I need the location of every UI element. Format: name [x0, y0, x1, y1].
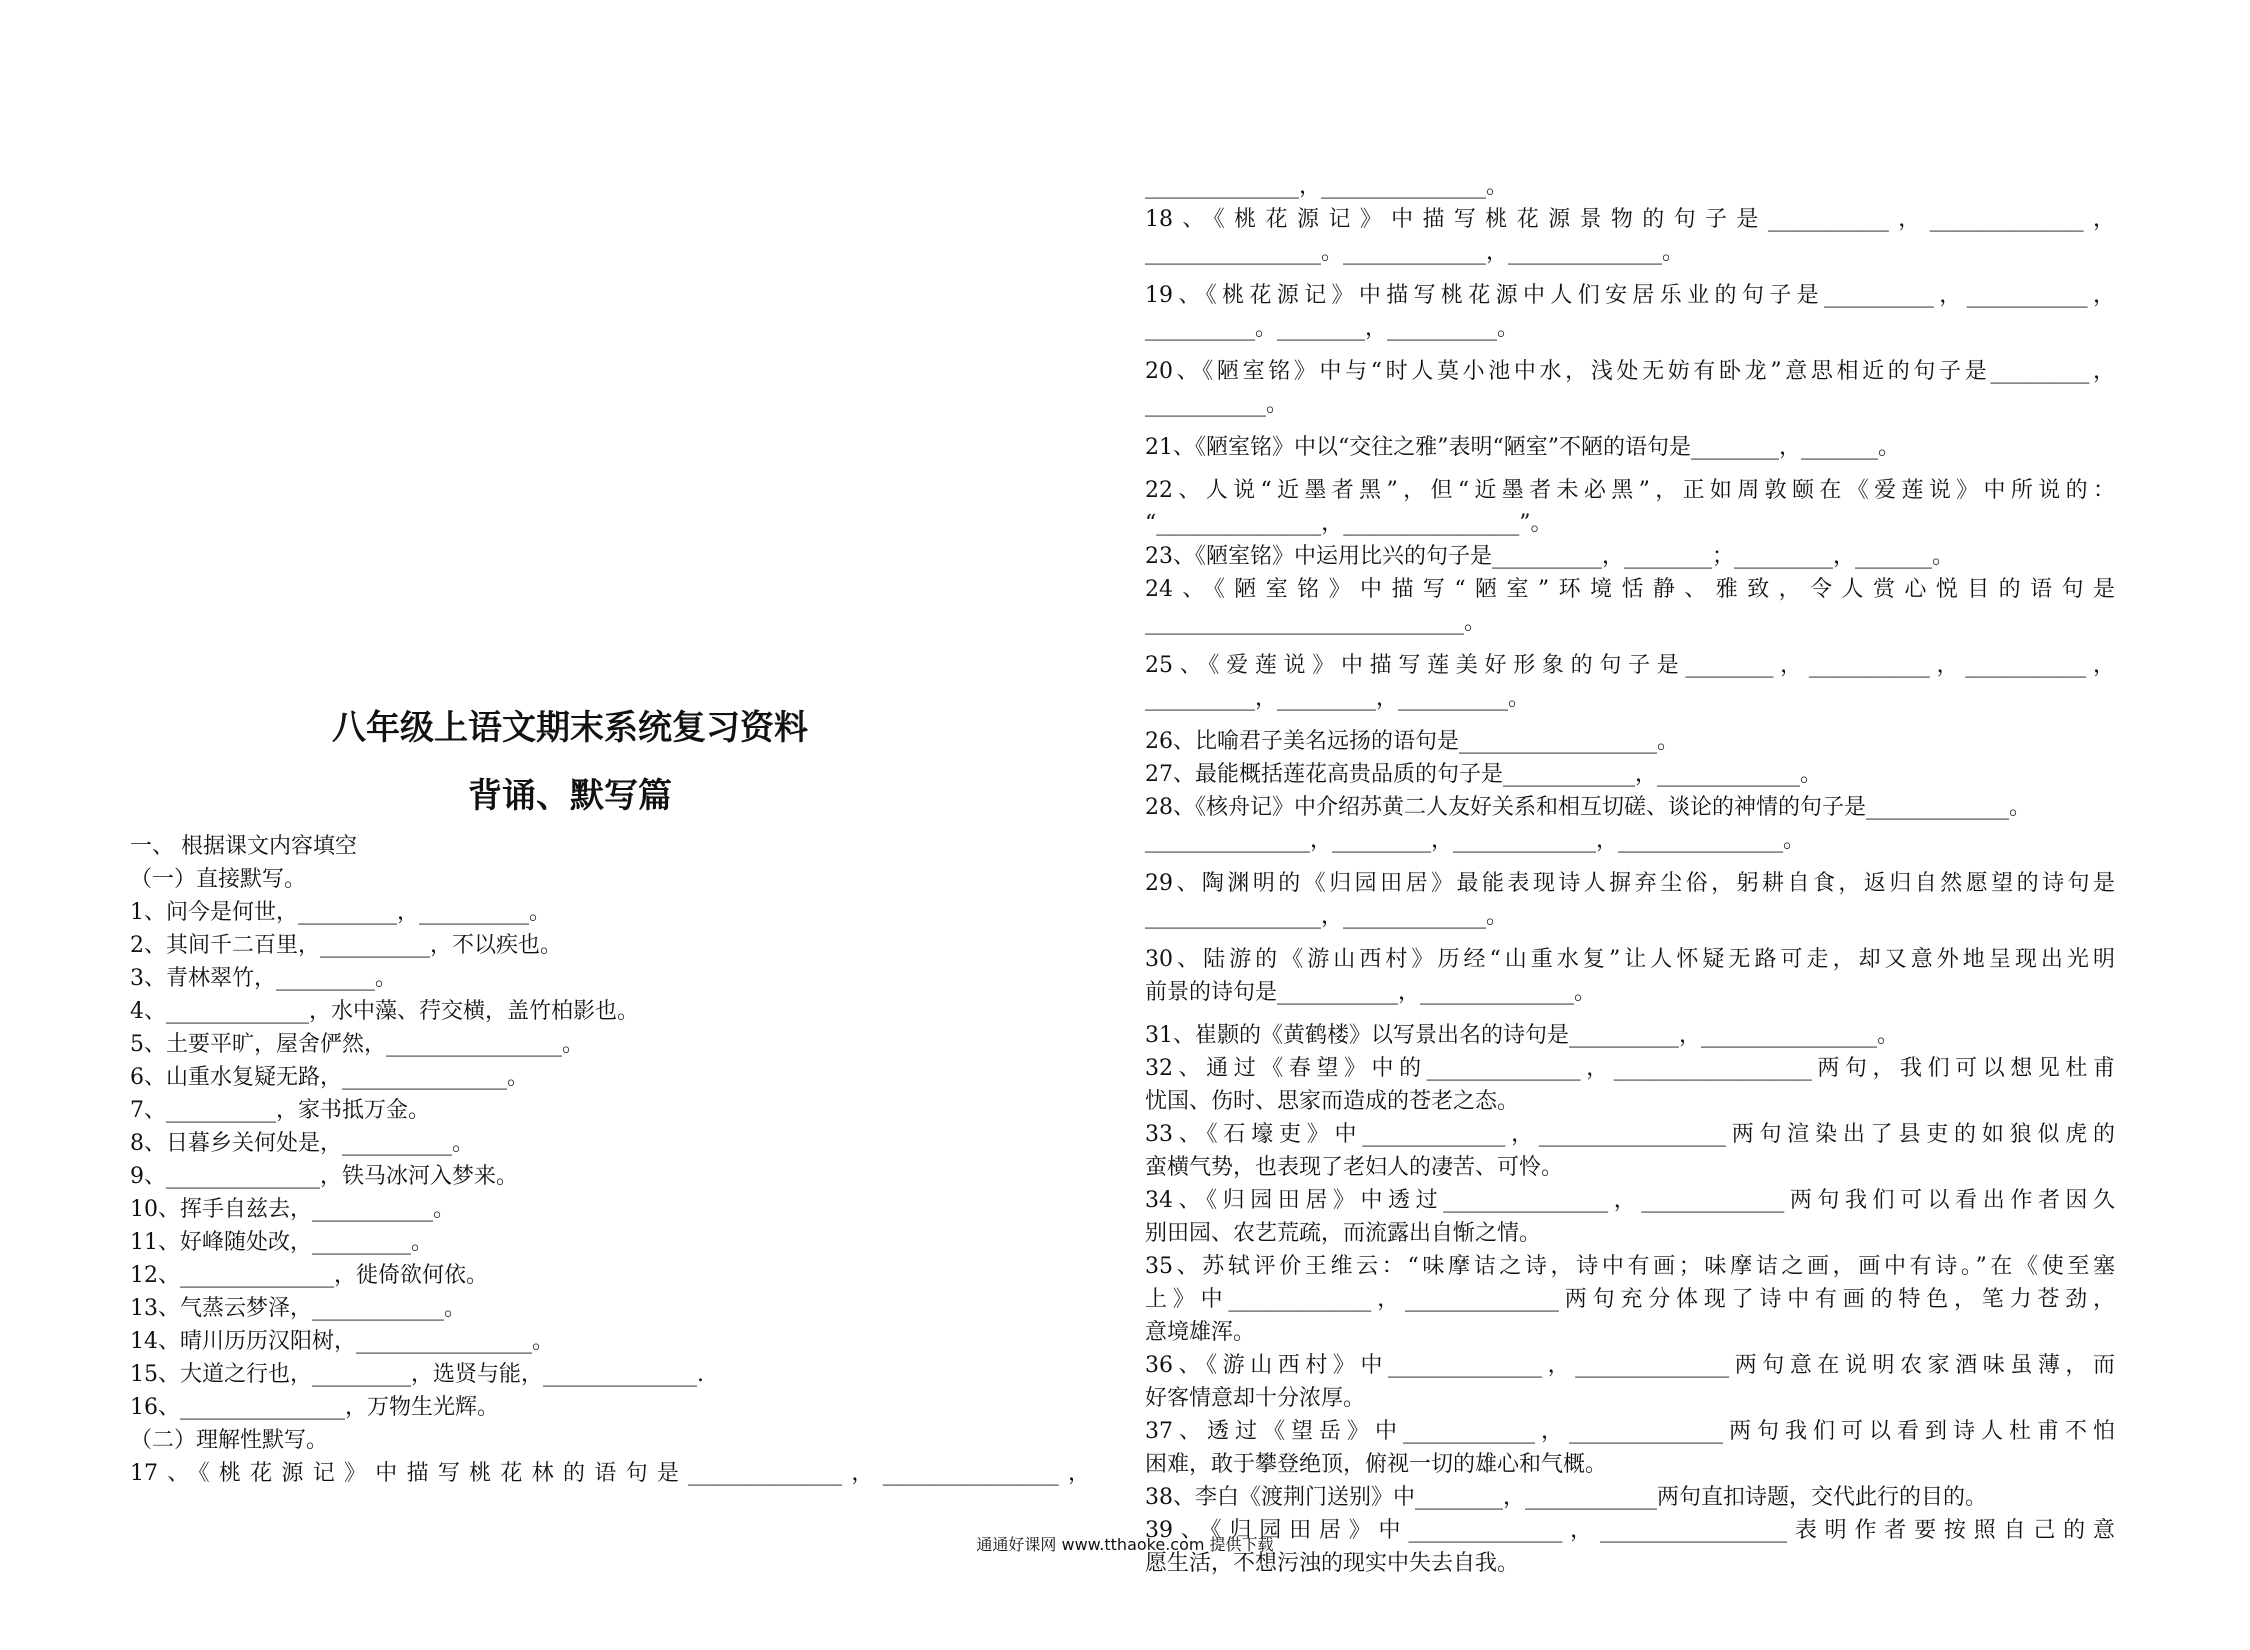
left-line: （一）直接默写。	[130, 867, 307, 892]
right-line: __________。________，__________。	[1145, 316, 1520, 341]
right-line: 38、李白《渡荆门送别》中________，____________两句直扣诗题，交代此行的目的。	[1145, 1485, 1987, 1510]
line-spacer	[1145, 639, 2115, 649]
right-line: 别田园、农艺荒疏，而流露出自惭之情。	[1145, 1221, 1542, 1246]
line-spacer	[1145, 345, 2115, 355]
right-line: 23、《陋室铭》中运用比兴的句子是__________，________；_________，_______。	[1145, 544, 1954, 569]
left-line: 5、土要平旷，屋舍俨然，________________。	[130, 1032, 584, 1057]
right-line: 35、苏轼评价王维云：“味摩诘之诗，诗中有画；味摩诘之画，画中有诗。”在《使至塞	[1145, 1254, 2115, 1279]
right-line: 31、崔颢的《黄鹤楼》以写景出名的诗句是__________，________________。	[1145, 1023, 1899, 1048]
right-line: 37、透过《望岳》中____________，______________两句我们可以看到诗人杜甫不怕	[1145, 1419, 2115, 1444]
right-line: 34、《归园田居》中透过_______________，_____________两句我们可以看出作者因久	[1145, 1188, 2115, 1213]
right-line: _____________________________。	[1145, 610, 1487, 635]
right-line: 20、《陋室铭》中与“时人莫小池中水，浅处无妨有卧龙”意思相近的句子是_________，	[1145, 359, 2115, 384]
right-line: 前景的诗句是___________，______________。	[1145, 980, 1597, 1005]
right-line: 26、比喻君子美名远扬的语句是__________________。	[1145, 729, 1679, 754]
left-line: 14、晴川历历汉阳树，________________。	[130, 1329, 554, 1354]
left-line: 6、山重水复疑无路，_______________。	[130, 1065, 529, 1090]
right-line: 32、通过《春望》中的______________，__________________两句，我们可以想见杜甫	[1145, 1056, 2115, 1081]
left-line: 10、挥手自兹去，___________。	[130, 1197, 455, 1222]
left-column	[130, 700, 1090, 1490]
right-line: 19、《桃花源记》中描写桃花源中人们安居乐业的句子是__________，___________，	[1145, 283, 2115, 308]
page-subtitle: 背诵、默写篇	[468, 776, 672, 816]
left-line: 11、好峰随处改，_________。	[130, 1230, 433, 1255]
right-line: 33、《石壕吏》中_____________，_________________两句渲染出了县吏的如狼似虎的	[1145, 1122, 2115, 1147]
line-spacer	[1145, 464, 2115, 474]
page-title: 八年级上语文期末系统复习资料	[332, 708, 808, 748]
line-spacer	[1145, 421, 2115, 431]
right-line: _______________，_________，_____________，_______________。	[1145, 828, 1806, 853]
right-line: 18、《桃花源记》中描写桃花源景物的句子是___________，______________，	[1145, 207, 2115, 232]
left-question-list	[130, 830, 1090, 1490]
left-line: 8、日暮乡关何处是，__________。	[130, 1131, 474, 1156]
right-line: 39、《归园田居》中______________，_________________表明作者要按照自己的意	[1145, 1518, 2115, 1543]
right-line: 上》中_____________，______________两句充分体现了诗中有画的特色，笔力苍劲，	[1145, 1287, 2115, 1312]
right-line: 困难，敢于攀登绝顶，俯视一切的雄心和气概。	[1145, 1452, 1608, 1477]
right-line: ___________。	[1145, 392, 1289, 417]
right-line: 22、人说“近墨者黑”，但“近墨者未必黑”，正如周敦颐在《爱莲说》中所说的：	[1145, 478, 2115, 503]
line-spacer	[1145, 933, 2115, 943]
line-spacer	[1145, 857, 2115, 867]
left-line: 2、其间千二百里，__________，不以疾也。	[130, 933, 562, 958]
line-spacer	[1145, 269, 2115, 279]
right-line: 24、《陋室铭》中描写“陋室”环境恬静、雅致，令人赏心悦目的语句是	[1145, 577, 2115, 602]
right-line: __________，_________，__________。	[1145, 686, 1531, 711]
right-line: 蛮横气势，也表现了老妇人的凄苦、可怜。	[1145, 1155, 1564, 1180]
right-line: ________________，_____________。	[1145, 904, 1509, 929]
footer-credit: 通通好课网 www.tthaoke.com 提供下载	[976, 1535, 1274, 1554]
right-line: 愿生活，不想污浊的现实中失去自我。	[1145, 1551, 1520, 1576]
right-column	[1145, 170, 2115, 1580]
right-line: 29、陶渊明的《归园田居》最能表现诗人摒弃尘俗，躬耕自食，返归自然愿望的诗句是	[1145, 871, 2115, 896]
right-line: 28、《核舟记》中介绍苏黄二人友好关系和相互切磋、谈论的神情的句子是_____________。	[1145, 795, 2031, 820]
right-line: “_______________，________________”。	[1145, 511, 1553, 536]
line-spacer	[1145, 715, 2115, 725]
left-line: 9、______________，铁马冰河入梦来。	[130, 1164, 518, 1189]
left-line: 12、______________，徙倚欲何依。	[130, 1263, 488, 1288]
left-line: 16、_______________，万物生光辉。	[130, 1395, 499, 1420]
right-question-list	[1145, 170, 2115, 1580]
right-line: 好客情意却十分浓厚。	[1145, 1386, 1366, 1411]
left-line: （二）理解性默写。	[130, 1428, 329, 1453]
right-line: 25、《爱莲说》中描写莲美好形象的句子是________，___________，___________，	[1145, 653, 2115, 678]
left-line: 17、《桃花源记》中描写桃花林的语句是______________，________________，	[130, 1461, 1090, 1486]
right-line: 36、《游山西村》中______________，______________两句意在说明农家酒味虽薄，而	[1145, 1353, 2115, 1378]
left-line: 7、__________，家书抵万金。	[130, 1098, 430, 1123]
left-line: 1、问今是何世，_________，__________。	[130, 900, 551, 925]
left-line: 3、青林翠竹，_________。	[130, 966, 397, 991]
right-line: 27、最能概括莲花高贵品质的句子是____________，_____________。	[1145, 762, 1822, 787]
right-line: 21、《陋室铭》中以“交往之雅”表明“陋室”不陋的语句是________，_______。	[1145, 435, 1900, 460]
right-line: 忧国、伤时、思家而造成的苍老之态。	[1145, 1089, 1520, 1114]
left-line: 13、气蒸云梦泽，____________。	[130, 1296, 466, 1321]
right-line: 30、陆游的《游山西村》历经“山重水复”让人怀疑无路可走，却又意外地呈现出光明	[1145, 947, 2115, 972]
left-line: 4、_____________，水中藻、荇交横，盖竹柏影也。	[130, 999, 639, 1024]
right-line: ______________，_______________。	[1145, 174, 1509, 199]
line-spacer	[1145, 1009, 2115, 1019]
right-line: ________________。_____________，______________。	[1145, 240, 1685, 265]
right-line: 意境雄浑。	[1145, 1320, 1256, 1345]
left-line: 一、 根据课文内容填空	[130, 834, 357, 859]
left-line: 15、大道之行也，_________，选贤与能，______________.	[130, 1362, 704, 1387]
